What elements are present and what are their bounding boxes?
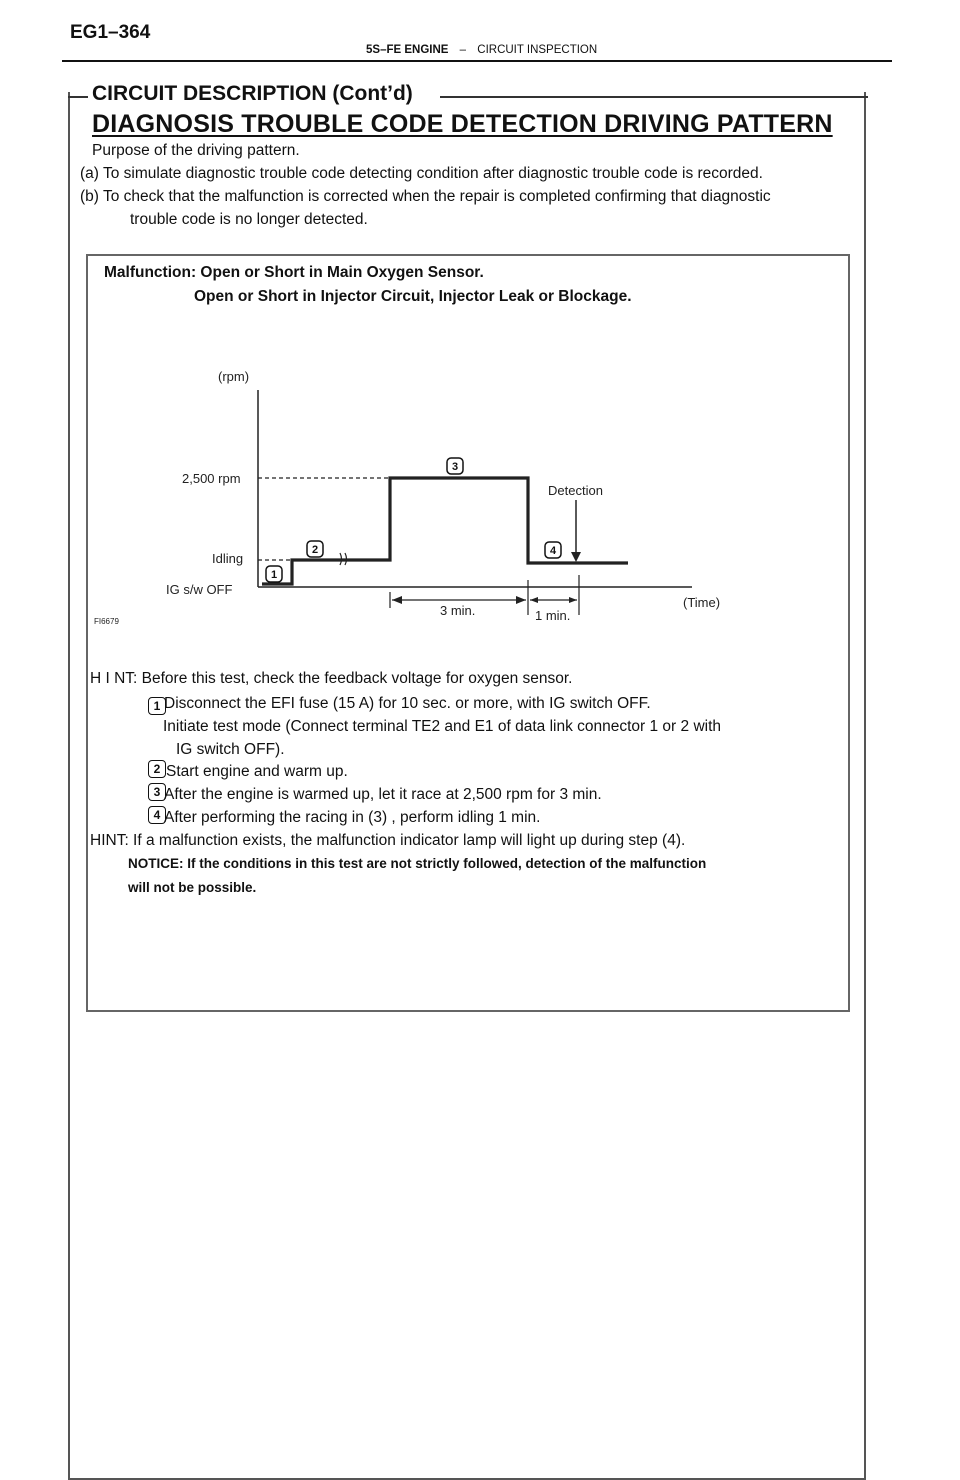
y-axis-unit: (rpm) (218, 369, 250, 384)
purpose-b-line2: trouble code is no longer detected. (130, 211, 368, 228)
level-2500-label: 2,500 rpm (182, 471, 241, 486)
hint-step-1a: Disconnect the EFI fuse (15 A) for 10 sec. or more, with IG switch OFF. (164, 695, 651, 712)
diagram-badge-2: 2 (311, 544, 319, 556)
purpose-b-line1: (b) To check that the malfunction is corrected when the repair is completed confirming that diagnostic (80, 188, 771, 205)
hint-step-3: After the engine is warmed up, let it race at 2,500 rpm for 3 min. (164, 786, 602, 803)
malfunction-line1: Malfunction: Open or Short in Main Oxygen Sensor. (104, 264, 484, 281)
notice-line2: will not be possible. (128, 880, 257, 895)
level-off-label: IG s/w OFF (166, 582, 233, 597)
duration-race-label: 3 min. (440, 603, 476, 618)
duration-idle-label: 1 min. (535, 608, 571, 623)
hint-step-badge-1: 1 (148, 697, 166, 715)
idle-arrow-left (530, 597, 538, 603)
race-arrow-right (516, 596, 526, 604)
hint-step-badge-3: 3 (148, 783, 166, 801)
detection-arrowhead (571, 552, 581, 562)
race-arrow-left (392, 596, 402, 604)
detection-label: Detection (548, 483, 603, 498)
running-head-separator: – (459, 44, 467, 56)
hint-step-4: After performing the racing in (3) , perform idling 1 min. (164, 809, 541, 826)
level-idling-label: Idling (212, 551, 244, 566)
diagram-badge-3: 3 (451, 461, 459, 473)
diagram-badge-1: 1 (270, 569, 278, 581)
hint-intro: H I NT: Before this test, check the feedback voltage for oxygen sensor. (90, 670, 573, 687)
running-head-section: CIRCUIT INSPECTION (477, 44, 598, 56)
hint-step-badge-2: 2 (148, 760, 166, 778)
notice-line1: NOTICE: If the conditions in this test are not strictly followed, detection of the malfunction (128, 856, 707, 871)
page-title: DIAGNOSIS TROUBLE CODE DETECTION DRIVING PATTERN (92, 110, 833, 138)
hint-step-badge-4: 4 (148, 806, 166, 824)
idle-arrow-right (569, 597, 577, 603)
x-axis-unit: (Time) (683, 595, 721, 610)
figure-id: FI6679 (94, 617, 119, 626)
hint-step-2: Start engine and warm up. (166, 763, 348, 780)
section-heading: CIRCUIT DESCRIPTION (Cont’d) (92, 82, 421, 106)
running-head-engine: 5S–FE ENGINE (366, 44, 449, 56)
purpose-intro: Purpose of the driving pattern. (92, 142, 300, 159)
diagram-badge-4: 4 (549, 545, 557, 557)
hint-malfunction: HINT: If a malfunction exists, the malfunction indicator lamp will light up during step (4). (90, 832, 686, 849)
hint-step-1b: Initiate test mode (Connect terminal TE2 and E1 of data link connector 1 or 2 with (163, 718, 722, 735)
page-number: EG1–364 (70, 22, 151, 43)
purpose-a: (a) To simulate diagnostic trouble code detecting condition after diagnostic trouble code is recorded. (80, 165, 763, 182)
hint-step-1c: IG switch OFF). (176, 741, 285, 758)
malfunction-line2: Open or Short in Injector Circuit, Injector Leak or Blockage. (194, 288, 632, 305)
